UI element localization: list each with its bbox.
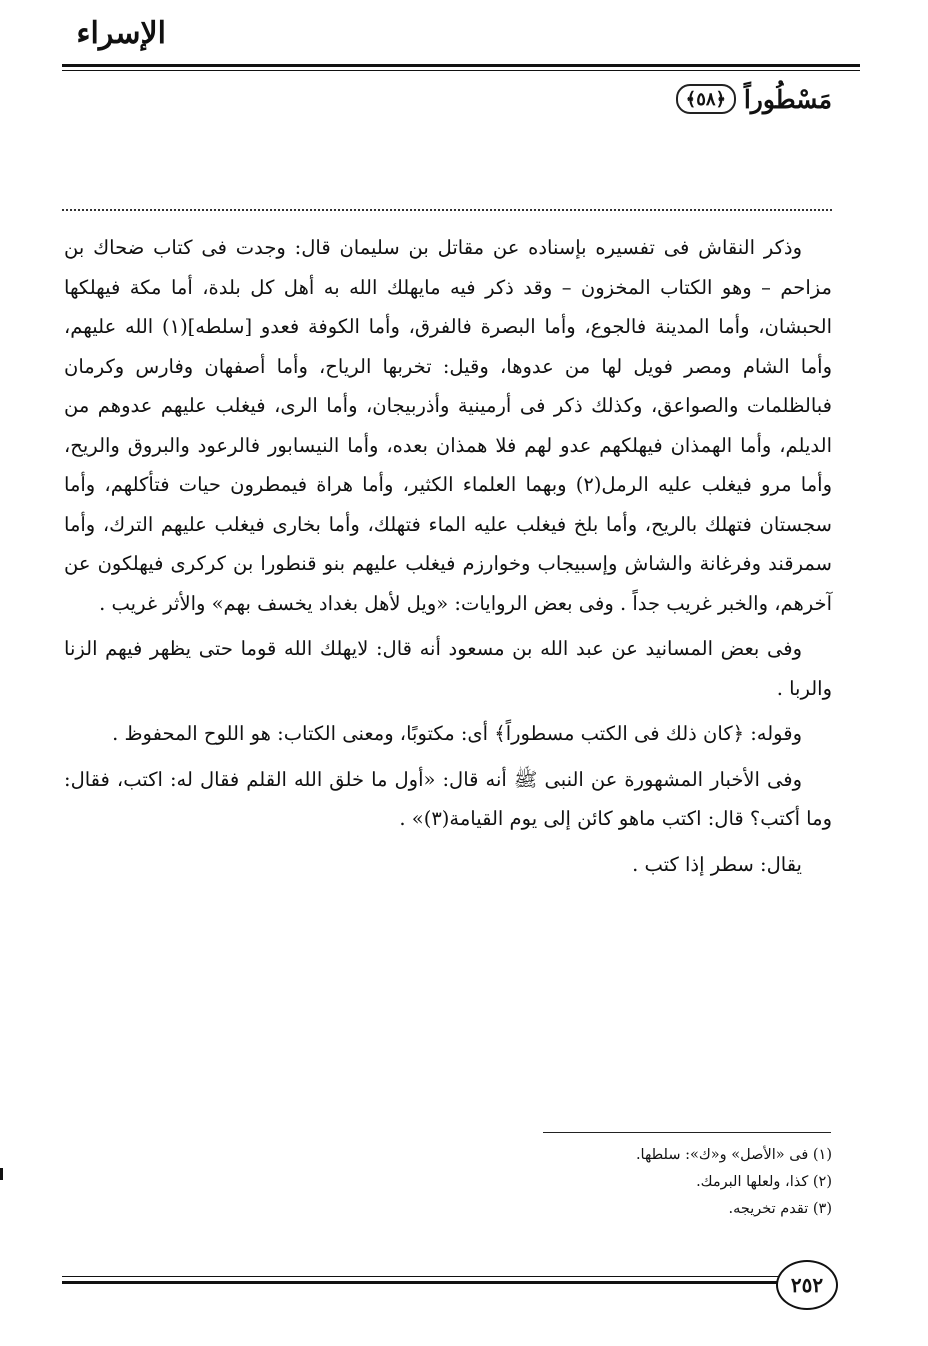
verse-word: مَسْطُوراً	[743, 84, 832, 114]
footnote: (٢) كذا، ولعلها البرمك.	[696, 1174, 832, 1190]
footer-rule-thin	[62, 1276, 780, 1277]
header-rule-thin	[62, 70, 860, 71]
paragraph: وقوله: ﴿كان ذلك فى الكتب مسطوراً﴾ أى: مكتوبًا، ومعنى الكتاب: هو اللوح المحفوظ .	[112, 722, 802, 745]
header-rule	[62, 64, 860, 67]
footer-rule	[62, 1281, 780, 1284]
verse-line	[676, 84, 832, 114]
section-divider	[62, 209, 832, 211]
footnote: (٣) تقدم تخريجه.	[728, 1201, 832, 1217]
paragraph: وفى الأخبار المشهورة عن النبى ﷺ أنه قال: «أول ما خلق الله القلم فقال له: اكتب، فقال: وما أكتب؟ قال: اكتب ماهو كائن إلى يوم القيامة(٣)» .	[64, 767, 832, 830]
paragraph: وذكر النقاش فى تفسيره بإسناده عن مقاتل بن سليمان قال: وجدت فى كتاب ضحاك بن مزاحم – وهو الكتاب المخزون – وقد ذكر فيه مايهلك الله به أهل كل بلدة، أما مكة فيهلكها الحبشان، وأما المدينة فالجوع، وأما البصرة فالفرق، وأما الكوفة فعدو [سلطه](١) الله عليهم، وأما الشام ومصر فويل لها من عدوها، وقيل: تخربها الرياح، وأما أصفهان وفارس وكرمان فبالظلمات والصواعق، وكذلك ذكر فى أرمينية وأذربيجان، وأما الرى، فيغلب عليهم عدوهم من الديلم، وأما الهمذان فيهلكهم عدو لهم فلا همذان بعده، وأما النيسابور فالرعود والبروق والريح، وأما مرو فيغلب عليه الرمل(٢) وبهما العلماء الكثير، وأما هراة فيمطرون حيات فتأكلهم، وأما سجستان فتهلك بالريح، وأما بلخ فيغلب عليه الماء فتهلك، وأما بخارى فيغلب عليهم الترك، وأما سمرقند وفرغانة والشاش وإسبيجاب وخوارزم فيغلب عليهم بنو قنطورا بن كركرى فيهلكون عن آخرهم، والخبر غريب جداً . وفى بعض الروايات: «ويل لأهل بغداد يخسف بهم» والأثر غريب .	[64, 236, 833, 615]
footnote-separator	[543, 1132, 831, 1133]
verse-number-marker: ﴿٥٨﴾	[676, 84, 736, 114]
paragraph: وفى بعض المسانيد عن عبد الله بن مسعود أنه قال: لايهلك الله قوما حتى يظهر فيهم الزنا والربا .	[64, 637, 832, 700]
footnotes	[300, 1142, 832, 1223]
scan-edge-mark	[0, 1168, 3, 1180]
footnote: (١) فى «الأصل» و«ك»: سلطها.	[635, 1147, 832, 1163]
page-number: ٢٥٢	[776, 1260, 838, 1310]
running-header-title: الإسراء	[76, 16, 166, 51]
commentary-body	[64, 228, 832, 884]
paragraph: يقال: سطر إذا كتب .	[632, 852, 802, 876]
